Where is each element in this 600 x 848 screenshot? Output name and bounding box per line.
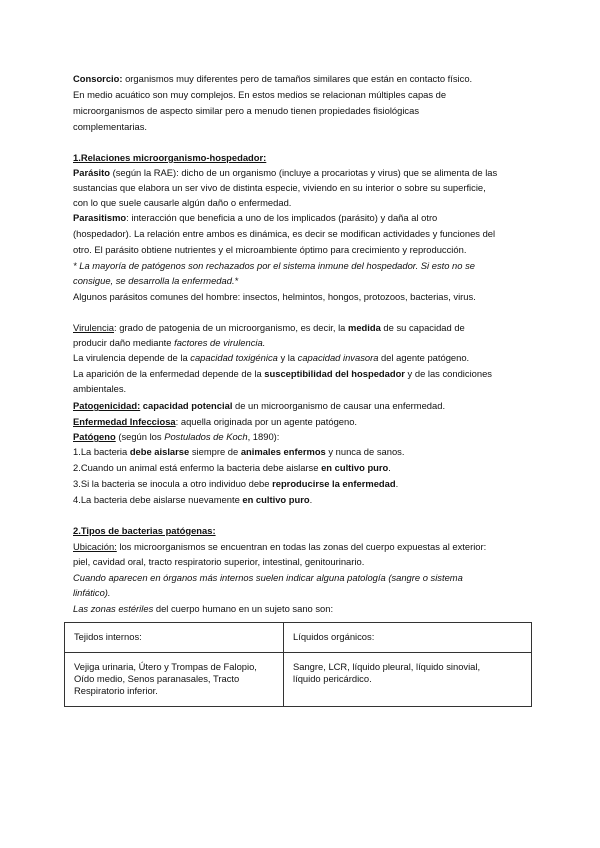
- virulencia-l4-c: y de las condiciones: [404, 368, 492, 379]
- virulencia-l2-b: factores de virulencia.: [174, 337, 266, 348]
- virulencia-l4-a: La aparición de la enfermedad depende de la: [73, 368, 265, 379]
- parasitismo-line-1: [73, 212, 531, 224]
- p2-a: 2.Cuando un animal está enfermo la bacteria debe aislarse: [73, 462, 322, 473]
- parasitismo-line-2: (hospedador). La relación entre ambos es dinámica, es decir se modifican actividades y funciones del: [73, 228, 496, 239]
- parasito-line-3: con lo que suele causarle algún daño o enfermedad.: [73, 197, 292, 208]
- patogeno-b: Postulados de Koch: [164, 431, 248, 442]
- patogenicidad-term: Patogenicidad:: [73, 400, 141, 411]
- cell-line: Vejiga urinaria, Útero y Trompas de Falopio,: [74, 661, 257, 672]
- postulado-2: [73, 462, 531, 474]
- p3-b: reproducirse la enfermedad: [272, 478, 396, 489]
- virulencia-l3-e: del agente patógeno.: [378, 352, 470, 363]
- consorcio-line-3: microorganismos de aspecto similar pero a menudo tienen propiedades fisiológicas: [73, 105, 420, 116]
- postulado-3: [73, 478, 531, 490]
- postulado-1: [73, 446, 531, 458]
- sterile-zones-table: [64, 622, 532, 707]
- sterile-zones-line: [73, 603, 531, 615]
- table-header-row: [65, 623, 532, 653]
- parasitismo-term: Parasitismo: [73, 212, 127, 223]
- parasito-term: Parásito: [73, 167, 110, 178]
- ubicacion-line-1: [73, 541, 531, 553]
- cell-line: Oído medio, Senos paranasales, Tracto: [74, 673, 240, 684]
- virulencia-line-5: ambientales.: [73, 383, 127, 394]
- p1-d: animales enfermos: [240, 446, 326, 457]
- virulencia-l3-b: capacidad toxigénica: [190, 352, 278, 363]
- enfermedad-term: Enfermedad Infecciosa: [73, 416, 176, 427]
- p1-e: y nunca de sanos.: [325, 446, 405, 457]
- common-parasites: Algunos parásitos comunes del hombre: insectos, helmintos, hongos, protozoos, bacterias, virus.: [73, 291, 476, 302]
- patogeno-a: (según los: [115, 431, 165, 442]
- table-header-cell: Tejidos internos:: [65, 623, 284, 653]
- consorcio-line-4: complementarias.: [73, 121, 147, 132]
- ubicacion-term: Ubicación:: [73, 541, 117, 552]
- p4-c: .: [309, 494, 313, 505]
- cell-line: Respiratorio inferior.: [74, 685, 158, 696]
- consorcio-text: organismos muy diferentes pero de tamaños similares que están en contacto físico.: [122, 73, 473, 84]
- virulencia-l4-b: susceptibilidad del hospedador: [264, 368, 405, 379]
- sterile-zones-a: Las zonas estériles: [73, 603, 154, 614]
- section1-heading: 1.Relaciones microorganismo-hospedador:: [73, 152, 267, 163]
- ubicacion-line-2: piel, cavidad oral, tracto respiratorio superior, intestinal, genitourinario.: [73, 556, 365, 567]
- section2-heading: 2.Tipos de bacterias patógenas:: [73, 525, 216, 536]
- p4-a: 4.La bacteria debe aislarse nuevamente: [73, 494, 243, 505]
- virulencia-term: Virulencia: [73, 322, 114, 333]
- patogenicidad-rest: de un microorganismo de causar una enfermedad.: [232, 400, 446, 411]
- consorcio-term: Consorcio:: [73, 73, 123, 84]
- p3-a: 3.Si la bacteria se inocula a otro individuo debe: [73, 478, 273, 489]
- virulencia-l3-a: La virulencia depende de la: [73, 352, 191, 363]
- internal-organs-line-1: Cuando aparecen en órganos más internos suelen indicar alguna patología (sangre o sistema: [73, 572, 463, 583]
- virulencia-l2-a: producir daño mediante: [73, 337, 175, 348]
- virulencia-line-2: [73, 337, 531, 349]
- note-line-2: consigue, se desarrolla la enfermedad.*: [73, 275, 239, 286]
- postulado-4: [73, 494, 531, 506]
- virulencia-l3-c: y la: [277, 352, 298, 363]
- internal-organs-line-2: linfático).: [73, 587, 111, 598]
- virulencia-text-b: medida: [348, 322, 381, 333]
- cell-line: Sangre, LCR, líquido pleural, líquido sinovial,: [293, 661, 481, 672]
- p3-c: .: [395, 478, 399, 489]
- p1-a: 1.La bacteria: [73, 446, 130, 457]
- enfermedad-rest: : aquella originada por un agente patógeno.: [175, 416, 358, 427]
- table-header-cell: Líquidos orgánicos:: [284, 623, 532, 653]
- cell-line: líquido pericárdico.: [293, 673, 372, 684]
- patogenicidad-mid: capacidad potencial: [140, 400, 233, 411]
- virulencia-text-a: : grado de patogenia de un microorganismo, es decir, la: [114, 322, 348, 333]
- patogeno-c: , 1890):: [247, 431, 280, 442]
- enfermedad-line: [73, 416, 531, 428]
- consorcio-line-2: En medio acuático son muy complejos. En estos medios se relacionan múltiples capas de: [73, 89, 447, 100]
- note-line-1: * La mayoría de patógenos son rechazados por el sistema inmune del hospedador. Si esto no se: [73, 260, 475, 271]
- table-cell-tejidos: [65, 653, 284, 707]
- p1-b: debe aislarse: [129, 446, 190, 457]
- ubicacion-text: los microorganismos se encuentran en todas las zonas del cuerpo expuestas al exterior:: [116, 541, 487, 552]
- virulencia-l3-d: capacidad invasora: [297, 352, 379, 363]
- virulencia-text-c: de su capacidad de: [380, 322, 465, 333]
- patogeno-term: Patógeno: [73, 431, 116, 442]
- virulencia-line-1: [73, 322, 531, 334]
- p2-c: .: [388, 462, 391, 473]
- p1-c: siempre de: [189, 446, 241, 457]
- table-cell-liquidos: [284, 653, 532, 707]
- parasitismo-line-3: otro. El parásito obtiene nutrientes y el microambiente óptimo para crecimiento y reproducción.: [73, 244, 467, 255]
- consorcio-line-1: [73, 73, 531, 85]
- sterile-zones-b: del cuerpo humano en un sujeto sano son:: [153, 603, 334, 614]
- patogenicidad-line: [73, 400, 531, 412]
- p2-b: en cultivo puro: [321, 462, 389, 473]
- p4-b: en cultivo puro: [242, 494, 310, 505]
- parasito-line-1: [73, 167, 531, 179]
- table-row: [65, 653, 532, 707]
- parasito-text: (según la RAE): dicho de un organismo (incluye a procariotas y virus) que se alimenta de las: [110, 167, 498, 178]
- patogeno-line: [73, 431, 531, 443]
- virulencia-line-4: [73, 368, 531, 380]
- parasito-line-2: sustancias que elabora un ser vivo de distinta especie, viviendo en su interior o sobre su superficie,: [73, 182, 486, 193]
- parasitismo-text: : interacción que beneficia a uno de los implicados (parásito) y daña al otro: [126, 212, 438, 223]
- virulencia-line-3: [73, 352, 531, 364]
